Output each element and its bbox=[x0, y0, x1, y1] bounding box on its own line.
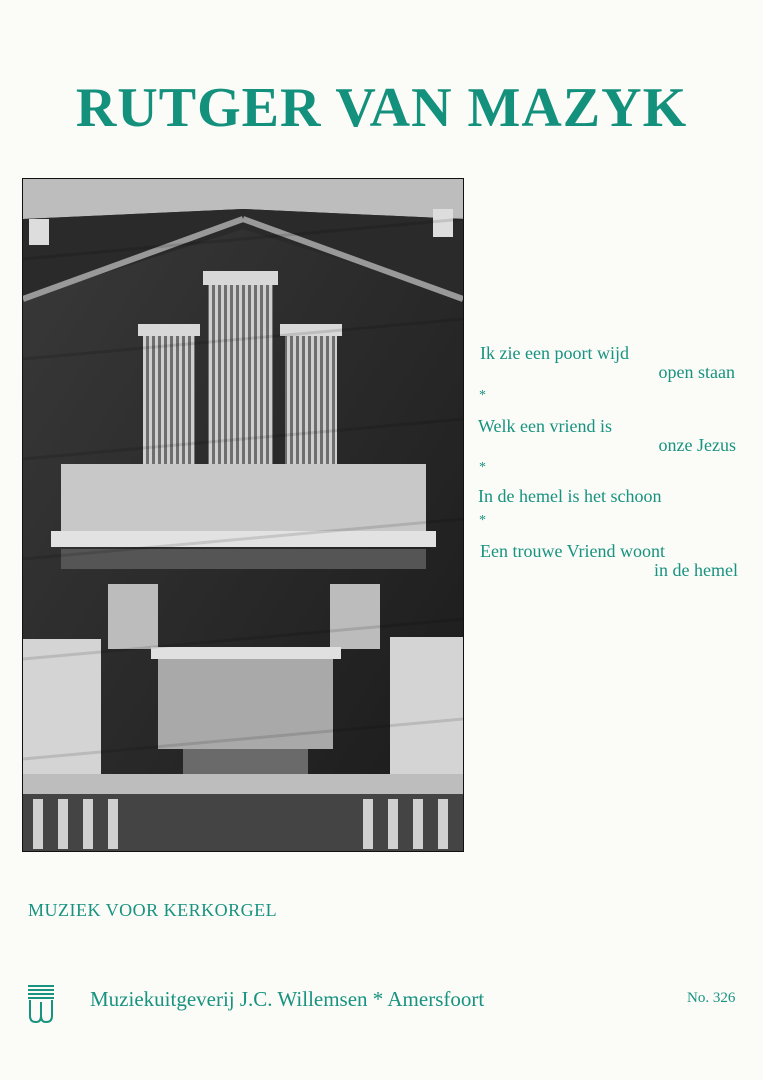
separator-star: * bbox=[479, 460, 486, 475]
song-title-3-line1: In de hemel is het schoon bbox=[478, 486, 662, 506]
church-organ-photograph bbox=[22, 178, 464, 852]
song-title-1-line2: open staan bbox=[658, 362, 735, 382]
song-title-2-line2: onze Jezus bbox=[658, 435, 736, 455]
catalog-number: No. 326 bbox=[687, 990, 736, 1006]
song-title-3 bbox=[478, 487, 738, 506]
song-title-4-line2: in de hemel bbox=[654, 560, 738, 580]
publisher-logo-icon bbox=[26, 982, 56, 1024]
song-title-4 bbox=[480, 542, 738, 580]
song-title-4-line1: Een trouwe Vriend woont bbox=[480, 541, 666, 561]
song-title-2 bbox=[478, 417, 736, 455]
separator-star: * bbox=[479, 513, 486, 528]
song-title-2-line1: Welk een vriend is bbox=[478, 416, 613, 436]
song-title-1-line1: Ik zie een poort wijd bbox=[480, 343, 629, 363]
composer-title: RUTGER VAN MAZYK bbox=[75, 77, 688, 139]
subtitle: MUZIEK VOOR KERKORGEL bbox=[28, 900, 278, 920]
song-title-1 bbox=[480, 344, 735, 382]
publisher-name: Muziekuitgeverij J.C. Willemsen * Amersfoort bbox=[90, 987, 485, 1011]
separator-star: * bbox=[479, 388, 486, 403]
